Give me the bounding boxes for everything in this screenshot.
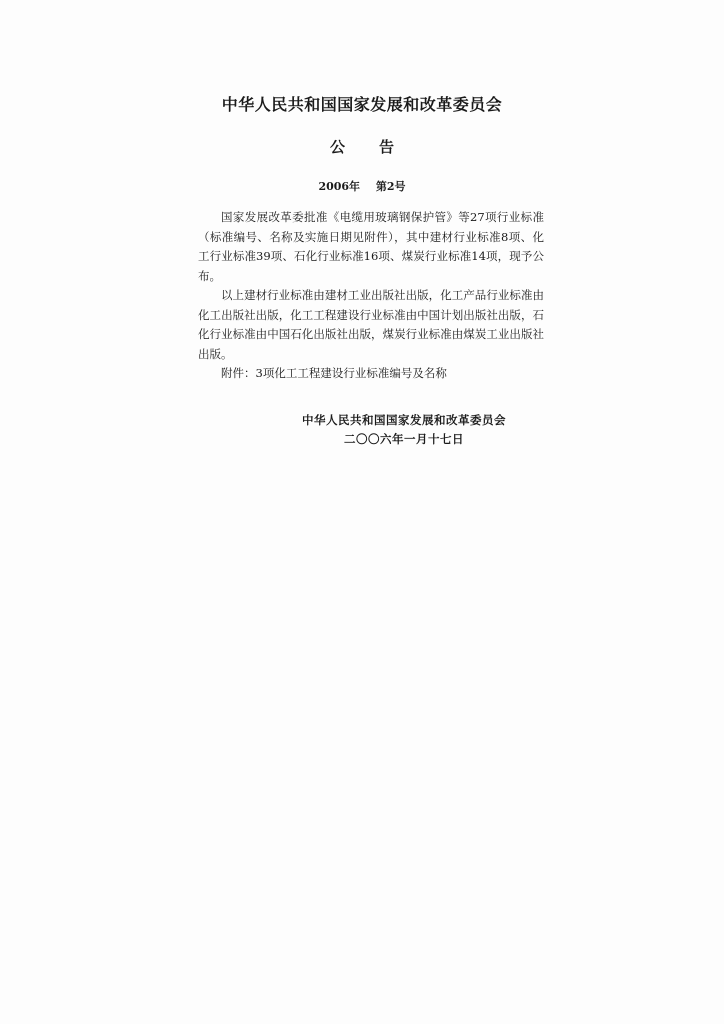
document-number xyxy=(0,178,724,194)
attachment-note: 附件：3项化工工程建设行业标准编号及名称 xyxy=(221,366,447,380)
signature-organization: 中华人民共和国国家发展和改革委员会 xyxy=(302,413,506,427)
body-paragraph-1: 国家发展改革委批准《电缆用玻璃钢保护管》等27项行业标准（标准编号、名称及实施日期见附件），其中建材行业标准8项、化工行业标准39项、石化行业标准16项、煤炭行业标准14项，现予公布。 xyxy=(198,210,544,283)
issuing-organization-title: 中华人民共和国国家发展和改革委员会 xyxy=(221,95,503,114)
document-year: 2006年 xyxy=(318,180,361,193)
document-type-heading: 公告 xyxy=(329,138,428,156)
signature-block xyxy=(0,411,724,449)
announcement-body xyxy=(198,208,544,384)
signature-date: 二〇〇六年一月十七日 xyxy=(344,432,464,446)
document-issue-number: 第2号 xyxy=(375,180,406,193)
body-paragraph-2: 以上建材行业标准由建材工业出版社出版，化工产品行业标准由化工出版社出版，化工工程建设行业标准由中国计划出版社出版，石化行业标准由中国石化出版社出版，煤炭行业标准由煤炭工业出版社出版。 xyxy=(198,288,544,361)
